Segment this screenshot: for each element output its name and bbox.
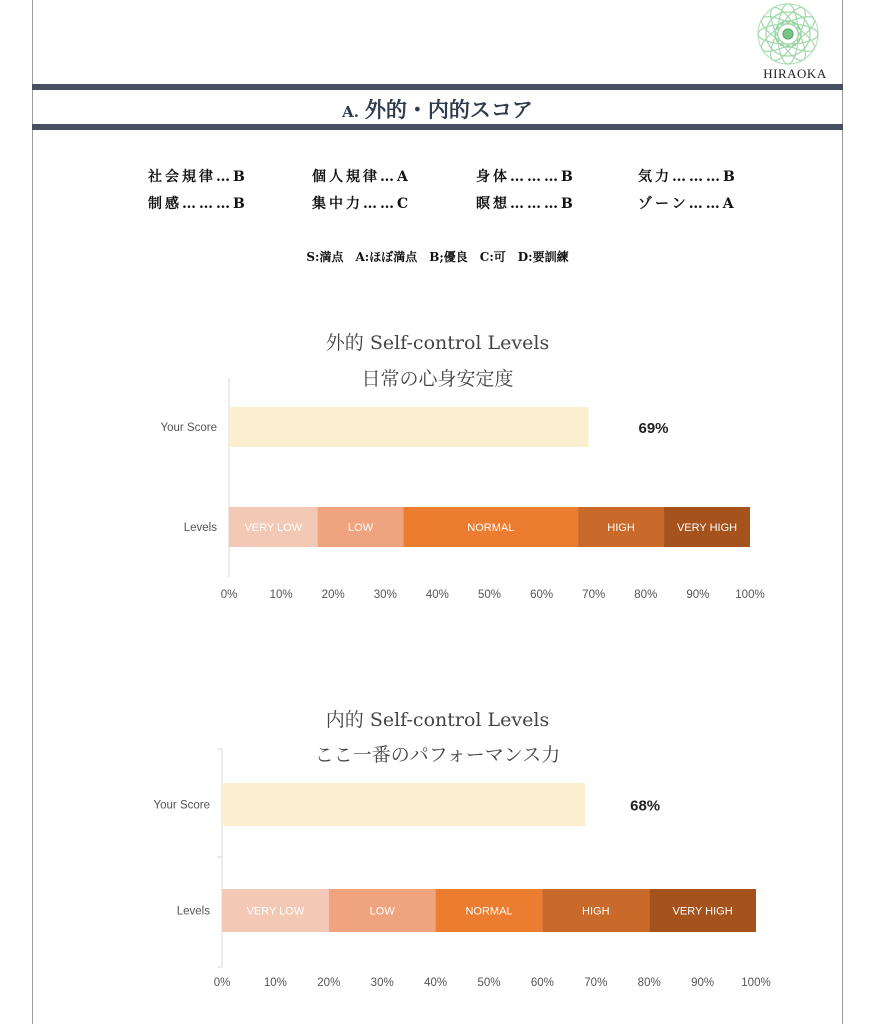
section-prefix: A. — [342, 103, 359, 121]
score-concentration: 集中力……C — [312, 196, 412, 212]
chart1-x-tick-label: 70% — [582, 589, 606, 601]
chart2-x-tick-label: 80% — [637, 977, 661, 989]
chart1-score-category-label: Your Score — [160, 422, 217, 434]
score-energy: 気力………B — [638, 169, 738, 185]
chart1-x-tick-label: 100% — [735, 589, 765, 601]
chart1-level-label: VERY LOW — [244, 522, 303, 534]
chart1-x-tick-label: 30% — [373, 589, 397, 601]
chart1-x-tick-label: 80% — [634, 589, 658, 601]
chart1-x-tick-label: 40% — [425, 589, 449, 601]
chart2-title: 内的 Self-control Levels — [325, 709, 550, 731]
chart2-score-value-label: 68% — [630, 797, 661, 815]
chart2-level-label: LOW — [369, 905, 395, 918]
chart1-level-label: VERY HIGH — [676, 522, 738, 534]
chart1-x-tick-label: 10% — [269, 589, 293, 601]
chart2-x-tick-label: 40% — [424, 977, 448, 989]
hiraoka-logo — [750, 0, 840, 86]
score-body: 身体………B — [476, 169, 576, 185]
chart2-x-tick-label: 30% — [370, 977, 394, 989]
chart2-x-tick-label: 0% — [213, 977, 231, 989]
section-title — [32, 94, 843, 124]
section-title-text: 外的・内的スコア — [364, 97, 533, 122]
chart1-levels-category-label: Levels — [183, 522, 217, 534]
chart2-score-bar — [222, 783, 585, 826]
chart2-x-tick-label: 60% — [530, 977, 554, 989]
header-band-top — [32, 84, 843, 90]
chart2-bar-chart — [0, 745, 876, 995]
mandala-icon — [750, 0, 840, 70]
chart1-x-tick-label: 0% — [220, 589, 238, 601]
score-personal-discipline: 個人規律…A — [312, 169, 411, 185]
chart2-levels-category-label: Levels — [176, 905, 210, 918]
chart2-level-label: HIGH — [582, 905, 610, 918]
score-zone: ゾーン……A — [638, 196, 737, 212]
chart1-x-tick-label: 90% — [686, 589, 710, 601]
chart1-title: 外的 Self-control Levels — [325, 332, 550, 354]
chart2-subtitle: ここ一番のパフォーマンス力 — [314, 744, 561, 766]
logo-text: HIRAOKA — [763, 66, 827, 81]
chart2-x-tick-label: 90% — [691, 977, 715, 989]
chart2-level-label: VERY LOW — [246, 905, 305, 918]
header-band-bottom — [32, 124, 843, 130]
chart1-level-label: LOW — [348, 522, 374, 534]
chart1-x-tick-label: 60% — [530, 589, 554, 601]
chart1-level-label: NORMAL — [467, 522, 515, 534]
chart1-bar-chart — [0, 370, 876, 610]
chart2-x-tick-label: 10% — [263, 977, 287, 989]
chart2-level-label: VERY HIGH — [672, 905, 733, 918]
chart1-score-bar — [229, 407, 588, 447]
score-meditation: 瞑想………B — [476, 196, 576, 212]
chart1-score-value-label: 69% — [638, 420, 669, 437]
chart2-x-tick-label: 70% — [584, 977, 608, 989]
chart2-level-label: NORMAL — [465, 905, 513, 918]
chart1-x-tick-label: 50% — [477, 589, 502, 601]
chart2-x-tick-label: 20% — [317, 977, 341, 989]
chart1-subtitle: 日常の心身安定度 — [361, 368, 514, 390]
chart1-x-tick-label: 20% — [321, 589, 345, 601]
chart2-score-category-label: Your Score — [153, 799, 210, 812]
chart1-level-label: HIGH — [607, 522, 635, 534]
grade-legend: S:満点 A:ほぼ満点 B;優良 C:可 D:要訓練 — [306, 250, 569, 264]
chart2-x-tick-label: 100% — [741, 977, 771, 989]
score-social-discipline: 社会規律…B — [148, 169, 248, 185]
chart2-x-tick-label: 50% — [477, 977, 501, 989]
score-sense-control: 制感………B — [148, 196, 248, 212]
